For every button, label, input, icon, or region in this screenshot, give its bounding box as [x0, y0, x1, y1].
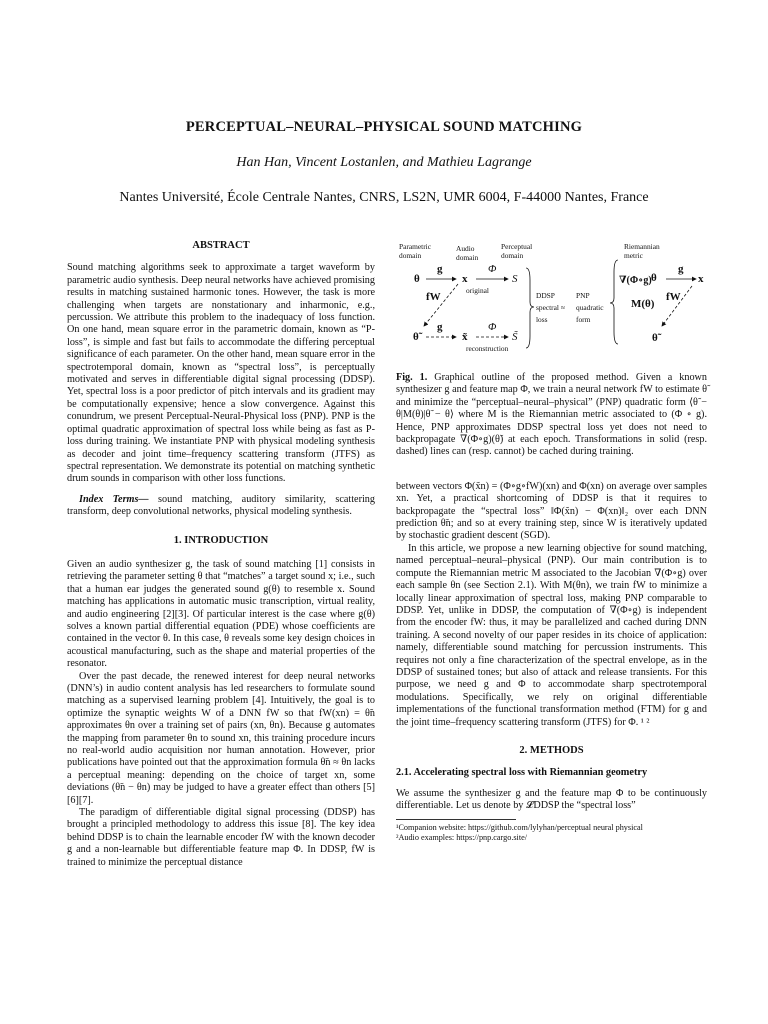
sym-M: M(θ) [631, 298, 655, 310]
index-terms [67, 494, 375, 519]
sym-theta-tilde-right: θ̃ [652, 332, 658, 344]
intro-heading: 1. INTRODUCTION [173, 534, 269, 546]
abstract-text: Sound matching algorithms seek to approximate a target waveform by parametric audio synthesis. Deep neural networks have achieved promising results in matching sustained harmonic tones. However, the task is more challenging when targets are nonstationary and inharmonic, e.g., percussion. We attribute this problem to the inadequacy of loss function. On one hand, mean square error in the parametric domain, known as “P-loss”, is simple and fast but fails to accommodate the differing perceptual significance of each parameter. On the other hand, mean square error in the spectrotemporal domain, known as “spectral loss”, is perceptually motivated and serves in differentiable digital signal processing (DDSP). Yet, spectral loss is a poor predictor of pitch intervals and its gradient may be computationally expensive; hence a slow convergence. Against this conundrum, we present Perceptual-Neural-Physical loss (PNP). PNP is the optimal quadratic approximation of spectral loss while being as fast as P-loss during training. We instantiate PNP with physical modeling synthesis as decoder and joint time–frequency scattering transform (JTFS) as spectral representation. We demonstrate its potential on matching synthetic drum sounds in comparison with other loss functions. [67, 262, 375, 485]
intro-paragraph-2: Over the past decade, the renewed interest for deep neural networks (DNN’s) in audio content analysis has led researchers to formulate sound matching as a supervised learning problem [4]. Intuitively, the goal is to optimize the synaptic weights W of a DNN fW so that fW(xn) = θ̃n approximates θn over a training set of pairs (xn, θn). Because g automates the mapping from parameter θn to sound xn, this training procedure incurs no real-world audio acquisition nor human annotation. However, prior publications have pointed out that the approximation formula θ̃n ≈ θn lacks a perceptual meaning: depending on the choice of target xn, some deviations (θ̃n − θn) may be judged to have a greater effect than others [5][6][7]. [67, 670, 375, 806]
sym-theta-right: θ [651, 272, 657, 284]
label-ddsp: DDSP spectral ≈ loss [536, 291, 565, 324]
index-terms-text: sound matching, auditory similarity, scattering transform, deep convolutional networks, physical modeling synthesis. [67, 493, 375, 518]
caption-label: Fig. 1. [396, 372, 428, 383]
sym-S-top: S [512, 273, 518, 285]
authors: Han Han, Vincent Lostanlen, and Mathieu Lagrange [236, 155, 532, 170]
label-audio-domain: Audio domain [456, 244, 479, 262]
sym-g-right: g [678, 263, 684, 275]
label-pnp: PNP quadratic form [576, 291, 604, 324]
figure-caption [396, 372, 707, 459]
sym-phi-bottom: Φ [488, 321, 497, 333]
index-terms-label: Index Terms— [79, 493, 149, 505]
right-column [396, 240, 707, 843]
label-perceptual-domain: Perceptual domain [501, 242, 533, 260]
sym-x-top: x [462, 273, 468, 285]
sym-g-top: g [437, 263, 443, 275]
sym-fw-left: fW [426, 291, 441, 303]
methods-heading: 2. METHODS [519, 744, 584, 756]
sym-x-right: x [698, 273, 704, 285]
caption-text: Graphical outline of the proposed method. Given a known synthesizer g and feature map Φ, we train a neural network fW to estimate θ̃ and minimize the “perceptual–neural–physical” (PNP) quadratic form ⟨θ̃ − θ|M(θ)|θ̃ − θ⟩ where M is the Riemannian metric associated to (Φ ∘ g). Hence, PNP approximates DDSP spectral loss yet does not need to backpropagate ∇(Φ∘g)(θ̃) at each epoch. Transformations in solid (resp. dashed) lines can (resp. cannot) be cached during training. [396, 372, 707, 458]
sym-theta-top: θ [414, 273, 420, 285]
left-column [67, 240, 375, 869]
figure-1-diagram [396, 240, 707, 358]
footnote-rule [396, 819, 516, 820]
page-title: PERCEPTUAL–NEURAL–PHYSICAL SOUND MATCHING [185, 119, 583, 135]
intro-paragraph-3: The paradigm of differentiable digital signal processing (DDSP) has brought a principled methodology to address this issue [8]. The key idea behind DDSP is to chain the learnable encoder fW with the known decoder g and a non-learnable but differentiable feature map Φ. In DDSP, fW is trained to minimize the perceptual distance [67, 807, 375, 868]
sym-S-tilde: S̃ [512, 331, 518, 343]
sym-fw-right: fW [666, 291, 681, 303]
label-parametric-domain: Parametric domain [399, 242, 432, 260]
affiliation: Nantes Université, École Centrale Nantes, CNRS, LS2N, UMR 6004, F-44000 Nantes, France [119, 190, 649, 205]
sym-theta-tilde: θ̃ [413, 331, 419, 343]
subsection-heading: 2.1. Accelerating spectral loss with Riemannian geometry [396, 767, 648, 779]
footnote-1: ¹Companion website: https://github.com/lylyhan/perceptual neural physical [396, 822, 643, 832]
footnote-2: ²Audio examples: https://pnp.cargo.site/ [396, 832, 528, 842]
label-riemannian-metric: Riemannian metric [624, 242, 660, 260]
abstract-heading: ABSTRACT [192, 240, 250, 251]
right-paragraph-3: We assume the synthesizer g and the feature map Φ to be continuously differentiable. Let us denote by 𝓛DDSP the “spectral loss” [396, 787, 707, 812]
sym-phi-top: Φ [488, 263, 497, 275]
right-paragraph-2: In this article, we propose a new learning objective for sound matching, named perceptual–neural–physical (PNP). Our main contribution is to compute the Riemannian metric M associated to the Jacobian ∇(Φ∘g) over each sample θn (see Section 2.1). With M(θn), we train fW to minimize a locally linear approximation of spectral loss, making PNP comparable to DDSP. Yet, unlike in DDSP, the computation of ∇(Φ∘g) is independent from the encoder fW: thus, it may be parallelized and cached during DNN training. A second novelty of our paper resides in its choice of application: namely, differentiable sound matching for percussion instruments. This requires not only a fine characterization of the spectral envelope, as in the DDSP of sustained tones; but also of attack and release transients. For this purpose, we need g and Φ to accommodate sharp spectrotemporal modulations. Specifically, we rely on original differentiable implementations of the functional transformation method (FTM) for g and the joint time–frequency scattering transform (JTFS) for Φ. ¹ ² [396, 542, 707, 728]
brace-left [526, 268, 534, 348]
right-paragraph-1: between vectors Φ(x̃n) = (Φ∘g∘fW)(xn) and Φ(xn) on average over samples xn. Yet, a practical shortcoming of DDSP is that it requires to backpropagate the “spectral loss” ‖Φ(x̃n) − Φ(xn)‖₂ over each DNN prediction θ̃n; and so at every training step, since W is iteratively updated by stochastic gradient descent (SGD). [396, 480, 707, 542]
label-original: original [466, 286, 489, 295]
sym-x-tilde: x̃ [462, 331, 468, 343]
sym-g-bottom: g [437, 321, 443, 333]
brace-right [610, 260, 618, 344]
intro-paragraph-1: Given an audio synthesizer g, the task of sound matching [1] consists in retrieving the parameter setting θ that “matches” a target sound x; i.e., such that a human ear judges the generated sound g(θ) to resemble x. Sound matching has applications in automatic music transcription, virtual reality, and audio engineering [2][3]. Of particular interest is the case where g(θ) solves a known partial differential equation (PDE) whose coefficients are contained in the vector θ. In this case, θ reveals some key design choices in acoustical manufacturing, such as the shape and material properties of the resonator. [67, 558, 375, 670]
sym-nabla: ∇(Φ∘g) [619, 275, 652, 286]
footnotes [396, 819, 707, 843]
label-reconstruction: reconstruction [466, 344, 509, 353]
